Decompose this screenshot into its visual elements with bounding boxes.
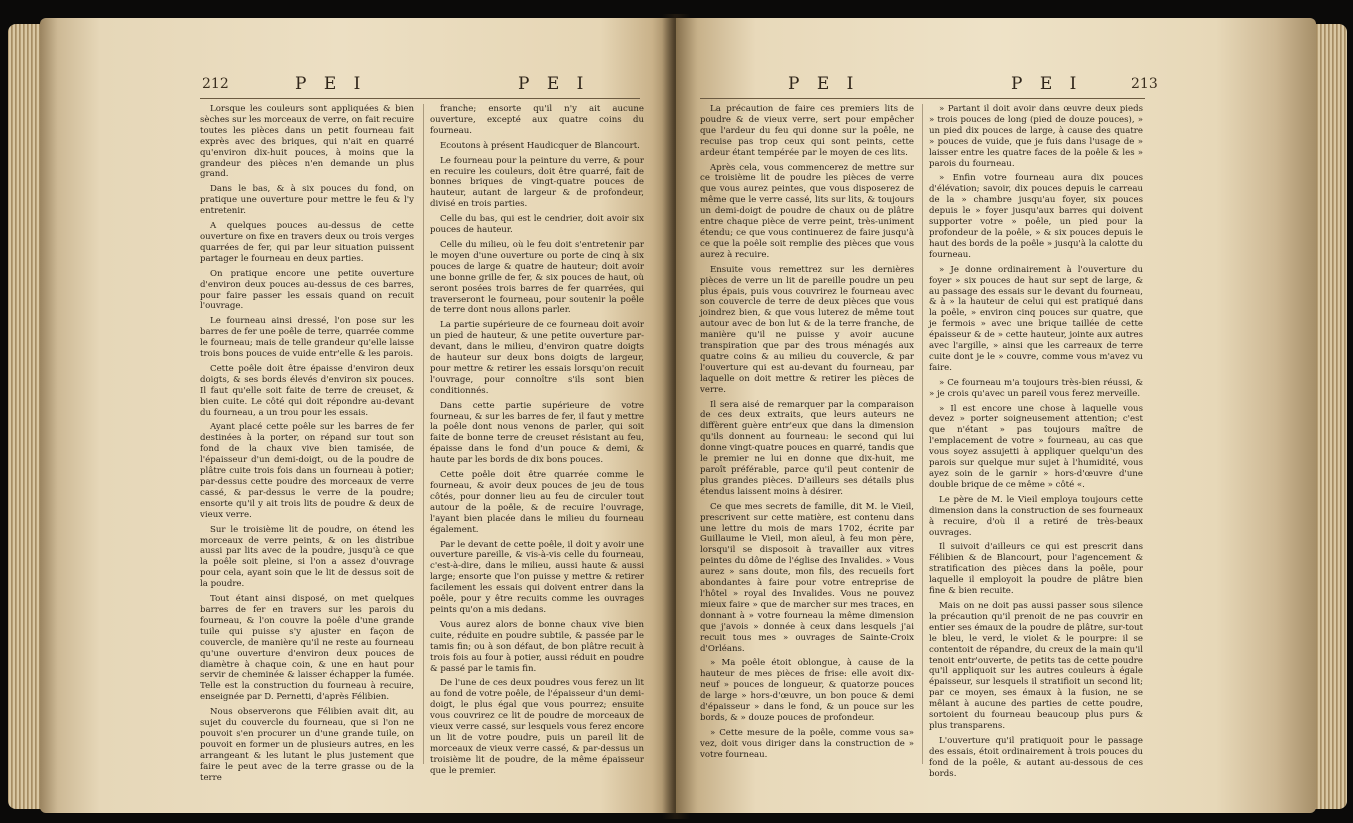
running-head-left-a: P E I bbox=[295, 74, 367, 94]
running-head-right-b: P E I bbox=[1011, 74, 1083, 94]
running-head-left-b: P E I bbox=[518, 74, 590, 94]
left-column-1 bbox=[200, 104, 414, 787]
paragraph: Ce que mes secrets de famille, dit M. le Vieil, prescrivent sur cette matière, est contenu dans une lettre du mois de mars 1702, écrite par Guillaume le Vieil, mon aïeul, à feu mon père, lorsqu'il se disposoit à travailler aux vitres peintes du dôme de l'église des Invalides. » Vous aurez » sans doute, mon fils, des recueils fort abondantes à faire pour votre entreprise de l'hôtel » royal des Invalides. Vous ne pouvez mieux faire » que de marcher sur mes traces, en donnant à » votre fourneau la même dimension que j'avois » donnée à ceux dans lesquels j'ai recuit tous mes » ouvrages de Sainte-Croix d'Orléans. bbox=[700, 501, 914, 654]
paragraph: franche; ensorte qu'il n'y ait aucune ouverture, excepté aux quatre coins du fourneau. bbox=[430, 104, 644, 136]
paragraph: Le père de M. le Vieil employa toujours cette dimension dans la construction de ses fourneaux à recuire, d'où il a retiré de très-beaux ouvrages. bbox=[929, 494, 1143, 538]
paragraph: Il sera aisé de remarquer par la comparaison de ces deux extraits, que leurs auteurs ne diffèrent guère entr'eux que dans la dimension qu'ils donnent au fourneau: le second qui lui donne vingt-quatre pouces en quarré, tandis que le premier ne lui en donne que dix-huit, me paroît préférable, parce qu'il peut contenir de plus grandes pièces. D'ailleurs ses détails plus étendus laissent moins à désirer. bbox=[700, 399, 914, 497]
paragraph: Celle du milieu, où le feu doit s'entretenir par le moyen d'une ouverture ou porte de cinq à six pouces de large & quatre de hauteur; doit avoir une bonne grille de fer, & six pouces de haut, où seront posées trois barres de fer quarrées, qui traverseront le fourneau, pour soutenir la poêle de terre dont nous allons parler. bbox=[430, 239, 644, 316]
paragraph: » Il est encore une chose à laquelle vous devez » porter soigneusement attention; c'est que n'étant » pas toujours maître de l'emplacement de votre » fourneau, au cas que vous soyez assujetti à appliquer quelqu'un des parois sur quelque mur sujet à l'humidité, vous ayez soin de le garnir » hors-d'œuvre d'une double brique de ce même » côté «. bbox=[929, 403, 1143, 490]
paragraph: L'ouverture qu'il pratiquoit pour le passage des essais, étoit ordinairement à trois pouces du fond de la poêle, & autant au-dessous de ces bords. bbox=[929, 735, 1143, 779]
paragraph: Dans cette partie supérieure de votre fourneau, & sur les barres de fer, il faut y mettre la poêle dont nous venons de parler, qui soit faite de bonne terre de creuset résistant au feu, épaisse dans le fond d'un pouce & demi, & haute par les bords de dix bons pouces. bbox=[430, 400, 644, 466]
paragraph: Celle du bas, qui est le cendrier, doit avoir six pouces de hauteur. bbox=[430, 214, 644, 236]
paragraph: » Cette mesure de la poêle, comme vous sa» vez, doit vous diriger dans la construction de » votre fourneau. bbox=[700, 727, 914, 760]
paragraph: » Partant il doit avoir dans œuvre deux pieds » trois pouces de long (pied de douze pouces), » un pied dix pouces de large, à cause des quatre » pouces de vuide, que je fuis dans l'usage de » laisser entre les quatre faces de la poêle & les » parois du fourneau. bbox=[929, 104, 1143, 169]
paragraph: » Ma poêle étoit oblongue, à cause de la hauteur de mes pièces de frise: elle avoit dix-neuf » pouces de longueur, & quatorze pouces de large » hors-d'œuvre, un bon pouce & demi d'épaisseur » dans le fond, & un pouce sur les bords, & » douze pouces de profondeur. bbox=[700, 658, 914, 723]
paragraph: Sur le troisième lit de poudre, on étend les morceaux de verre peints, & on les distribue aussi par lits avec de la poudre, jusqu'à ce que la poêle soit pleine, si l'on a assez d'ouvrage pour cela, ayant soin que le lit de dessus soit de la poudre. bbox=[200, 524, 414, 590]
paragraph: Cette poêle doit être épaisse d'environ deux doigts, & ses bords élevés d'environ six pouces. Il faut qu'elle soit faite de terre de creuset, & bien cuite. Le côté qui doit répondre au-devant du fourneau, a un trou pour les essais. bbox=[200, 363, 414, 418]
paragraph: On pratique encore une petite ouverture d'environ deux pouces au-dessus de ces barres, pour faire passer les essais quand on recuit l'ouvrage. bbox=[200, 268, 414, 312]
book-edge-left bbox=[8, 24, 42, 809]
left-page bbox=[40, 18, 676, 813]
column-divider-left bbox=[423, 104, 424, 764]
paragraph: Par le devant de cette poêle, il doit y avoir une ouverture pareille, & vis-à-vis celle du fourneau, c'est-à-dire, dans le milieu, aussi haute & aussi large; ensorte que l'on puisse y mettre & retirer facilement les essais qui doivent entrer dans la poêle, pour y être recuits comme les ouvrages peints qu'on a mis dedans. bbox=[430, 539, 644, 615]
paragraph: Après cela, vous commencerez de mettre sur ce troisième lit de poudre les pièces de verre que vous aurez peintes, que vous disposerez de même que le verre cassé, lits sur lits, & toujours un demi-doigt de poudre de chaux ou de plâtre entre chaque pièce de verre peint, très-uniment étendu; ce que vous continuerez de faire jusqu'à ce que la poêle soit remplie des pièces que vous aurez à recuire. bbox=[700, 162, 914, 260]
paragraph: La précaution de faire ces premiers lits de poudre & de vieux verre, sert pour empêcher que l'ardeur du feu qui donne sur la poêle, ne recuise pas trop ceux qui sont peints, cette ardeur étant tempérée par le moyen de ces lits. bbox=[700, 104, 914, 158]
paragraph: Cette poêle doit être quarrée comme le fourneau, & avoir deux pouces de jeu de tous côtés, pour donner lieu au feu de circuler tout autour de la poêle, & de recuire l'ouvrage, l'ayant bien placée dans le milieu du fourneau également. bbox=[430, 470, 644, 535]
paragraph: Le fourneau pour la peinture du verre, & pour en recuire les couleurs, doit être quarré, fait de bonnes briques de vingt-quatre pouces de hauteur, autant de largeur & de profondeur, divisé en trois parties. bbox=[430, 155, 644, 210]
paragraph: Le fourneau ainsi dressé, l'on pose sur les barres de fer une poêle de terre, quarrée comme le fourneau; mais de telle grandeur qu'elle laisse trois bons pouces de vuide entr'elle & les parois. bbox=[200, 316, 414, 360]
left-column-2 bbox=[430, 104, 644, 781]
paragraph: » Je donne ordinairement à l'ouverture du foyer » six pouces de haut sur sept de large, & au passage des essais sur le devant du fourneau, & à » la hauteur de celui qui est pratiqué dans la poêle, » environ cinq pouces sur quatre, que je fermois » avec une brique taillée de cette épaisseur & de » cette hauteur, jointe aux autres avec l'argille, » ainsi que les carreaux de terre cuite dont je le » couvre, comme vous m'avez vu faire. bbox=[929, 264, 1143, 373]
paragraph: Dans le bas, & à six pouces du fond, on pratique une ouverture pour mettre le feu & l'y entretenir. bbox=[200, 184, 414, 217]
header-rule-right bbox=[700, 98, 1145, 99]
paragraph: Mais on ne doit pas aussi passer sous silence la précaution qu'il prenoit de ne pas couvrir en entier ses émaux de la poudre de plâtre, sur-tout le bleu, le verd, le violet & le pourpre: il se contentoit de répandre, du creux de la main qu'il tenoit entr'ouverte, de petits tas de cette poudre qu'il appliquoit sur les autres couleurs à égale épaisseur, sur lesquels il stratifioit un second lit; par ce moyen, ses émaux à la fusion, ne se mêlant à aucune des parties de cette poudre, sortoient du fourneau beaucoup plus purs & plus transparens. bbox=[929, 600, 1143, 731]
paragraph: Il suivoit d'ailleurs ce qui est prescrit dans Félibien & de Blancourt, pour l'agencement & stratification des pièces dans la poêle, pour laquelle il employoit la poudre de plâtre bien fine & bien recuite. bbox=[929, 542, 1143, 597]
paragraph: Lorsque les couleurs sont appliquées & bien sèches sur les morceaux de verre, on fait recuire toutes les pièces dans un petit fourneau fait exprès avec des briques, qui n'ait en quarré qu'environ dix-huit pouces, à moins que la grandeur des pièces n'en demande un plus grand. bbox=[200, 104, 414, 180]
paragraph: Vous aurez alors de bonne chaux vive bien cuite, réduite en poudre subtile, & passée par le tamis fin; ou à son défaut, de bon plâtre recuit à trois fois au four à potier, aussi réduit en poudre & passé par le tamis fin. bbox=[430, 619, 644, 674]
running-head-right-a: P E I bbox=[788, 74, 860, 94]
header-rule-left bbox=[200, 98, 640, 99]
right-page bbox=[676, 18, 1316, 813]
paragraph: » Ce fourneau m'a toujours très-bien réussi, & » je crois qu'avec un pareil vous ferez merveille. bbox=[929, 377, 1143, 399]
page-number-left: 212 bbox=[202, 76, 229, 92]
paragraph: Ensuite vous remettrez sur les dernières pièces de verre un lit de pareille poudre un peu plus épais, puis vous couvrirez le fourneau avec son couvercle de terre de deux pièces que vous joindrez bien, & que vous luterez de même tout autour avec de bon lut & de la terre franche, de manière qu'il ne puisse y avoir aucune transpiration que par des trous ménagés aux quatre coins & au milieu du couvercle, & par l'ouverture qui est au-devant du fourneau, par laquelle on doit mettre & retirer les pièces de verre. bbox=[700, 264, 914, 395]
right-column-2 bbox=[929, 104, 1143, 783]
book-edge-right bbox=[1313, 24, 1347, 809]
paragraph: Ayant placé cette poêle sur les barres de fer destinées à la porter, on répand sur tout son fond de la chaux vive bien tamisée, de l'épaisseur d'un demi-doigt, ou de la poudre de plâtre cuite trois fois dans un fourneau à potier; par-dessus cette poudre des morceaux de verre cassé, & par-dessus le verre de la poudre; ensorte qu'il y ait trois lits de poudre & deux de vieux verre. bbox=[200, 422, 414, 520]
paragraph: Tout étant ainsi disposé, on met quelques barres de fer en travers sur les parois du fourneau, & l'on couvre la poêle d'une grande tuile qui puisse s'y ajuster en façon de couvercle, de manière qu'il ne reste au fourneau qu'une ouverture d'environ deux pouces de diamètre à chaque coin, & une en haut pour servir de cheminée & laisser échapper la fumée. Telle est la construction du fourneau à recuire, enseignée par D. Pernetti, d'après Félibien. bbox=[200, 594, 414, 703]
paragraph: » Enfin votre fourneau aura dix pouces d'élévation; savoir, dix pouces depuis le carreau de la » chambre jusqu'au foyer, six pouces depuis le » foyer jusqu'aux barres qui doivent supporter votre » poêle, un pied pour la profondeur de la poêle, » & six pouces depuis le haut des bords de la poêle » jusqu'à la calotte du fourneau. bbox=[929, 173, 1143, 260]
paragraph: De l'une de ces deux poudres vous ferez un lit au fond de votre poêle, de l'épaisseur d'un demi-doigt, le plus égal que vous pourrez; ensuite vous couvrirez ce lit de poudre de morceaux de vieux verre cassé, sur lesquels vous ferez encore un lit de votre poudre, puis un pareil lit de morceaux de vieux verre cassé, & par-dessus un troisième lit de poudre, de la même épaisseur que le premier. bbox=[430, 678, 644, 776]
right-column-1 bbox=[700, 104, 914, 765]
page-number-right: 213 bbox=[1131, 76, 1158, 92]
paragraph: A quelques pouces au-dessus de cette ouverture on fixe en travers deux ou trois verges quarrées de fer, qui par leur situation puissent partager le fourneau en deux parties. bbox=[200, 221, 414, 264]
column-divider-right bbox=[922, 104, 923, 764]
paragraph: La partie supérieure de ce fourneau doit avoir un pied de hauteur, & une petite ouverture par-devant, dans le milieu, d'environ quatre doigts de hauteur sur deux bons doigts de largeur, pour mettre & retirer les essais lorsqu'on recuit l'ouvrage, pour connoître s'ils sont bien conditionnés. bbox=[430, 320, 644, 396]
paragraph: Ecoutons à présent Haudicquer de Blancourt. bbox=[440, 140, 640, 151]
paragraph: Nous observerons que Félibien avait dit, au sujet du couvercle du fourneau, que si l'on ne pouvoit s'en procurer un d'une grande tuile, on pouvoit en former un de plusieurs autres, en les arrangeant & les lutant le plus justement que faire le peut avec de la terre grasse ou de la terre bbox=[200, 707, 414, 783]
